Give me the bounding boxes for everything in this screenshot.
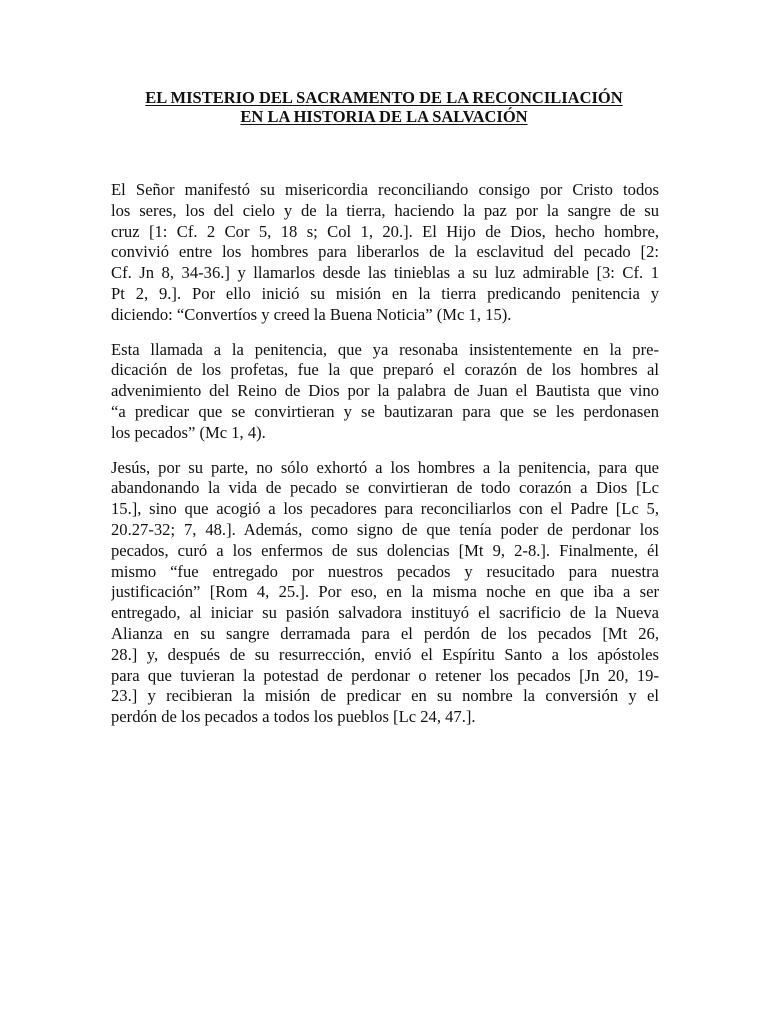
paragraph-line: “a predicar que se convirtieran y se bautizaran para que se les perdonasen — [111, 401, 659, 421]
paragraph-line: abandonando la vida de pecado se convirtieran de todo corazón a Dios [Lc — [111, 478, 659, 498]
paragraph-line: diciendo: “Convertíos y creed la Buena Noticia” (Mc 1, 15). — [111, 304, 512, 324]
paragraph-line: justificación” [Rom 4, 25.]. Por eso, en la misma noche en que iba a ser — [111, 582, 659, 602]
paragraph-line: El Señor manifestó su misericordia reconciliando consigo por Cristo todos — [111, 180, 659, 199]
paragraph-line: Alianza en su sangre derramada para el perdón de los pecados [Mt 26, — [111, 623, 659, 643]
paragraph-line: Esta llamada a la penitencia, que ya resonaba insistentemente en la pre- — [111, 339, 659, 359]
document-title-line: EL MISTERIO DEL SACRAMENTO DE LA RECONCILIACIÓN — [145, 88, 623, 107]
paragraph-line: pecados, curó a los enfermos de sus dolencias [Mt 9, 2-8.]. Finalmente, él — [111, 540, 659, 560]
paragraph-line: 23.] y recibieran la misión de predicar en su nombre la conversión y el — [111, 686, 659, 706]
paragraph-line: mismo “fue entregado por nuestros pecados y resucitado para nuestra — [111, 561, 659, 581]
paragraph-line: Jesús, por su parte, no sólo exhortó a los hombres a la penitencia, para que — [111, 457, 659, 477]
document-title — [96, 88, 672, 126]
paragraph-line: Pt 2, 9.]. Por ello inició su misión en la tierra predicando penitencia y — [111, 283, 659, 303]
paragraph-line: 28.] y, después de su resurrección, envió el Espíritu Santo a los apóstoles — [111, 644, 659, 664]
paragraph-line: 15.], sino que acogió a los pecadores para reconciliarlos con el Padre [Lc 5, — [111, 499, 659, 519]
paragraph-line: 20.27-32; 7, 48.]. Además, como signo de que tenía poder de perdonar los — [111, 519, 659, 539]
document-title-line: EN LA HISTORIA DE LA SALVACIÓN — [240, 107, 528, 126]
paragraph-line: cruz [1: Cf. 2 Cor 5, 18 s; Col 1, 20.]. El Hijo de Dios, hecho hombre, — [111, 221, 659, 241]
paragraph-line: los seres, los del cielo y de la tierra, haciendo la paz por la sangre de su — [111, 200, 659, 220]
paragraph-line: perdón de los pecados a todos los pueblos [Lc 24, 47.]. — [111, 707, 476, 727]
paragraph-line: entregado, al iniciar su pasión salvadora instituyó el sacrificio de la Nueva — [111, 603, 659, 623]
body-paragraph — [111, 458, 659, 728]
paragraph-line: dicación de los profetas, fue la que preparó el corazón de los hombres al — [111, 360, 659, 380]
paragraph-line: para que tuvieran la potestad de perdonar o retener los pecados [Jn 20, 19- — [111, 665, 659, 685]
paragraph-line: convivió entre los hombres para liberarlos de la esclavitud del pecado [2: — [111, 242, 659, 262]
body-paragraph — [111, 180, 659, 326]
paragraph-line: advenimiento del Reino de Dios por la palabra de Juan el Bautista que vino — [111, 381, 659, 401]
document-body — [111, 180, 659, 742]
paragraph-line: Cf. Jn 8, 34-36.] y llamarlos desde las tinieblas a su luz admirable [3: Cf. 1 — [111, 263, 659, 283]
paragraph-line: los pecados” (Mc 1, 4). — [111, 422, 266, 442]
body-paragraph — [111, 340, 659, 444]
